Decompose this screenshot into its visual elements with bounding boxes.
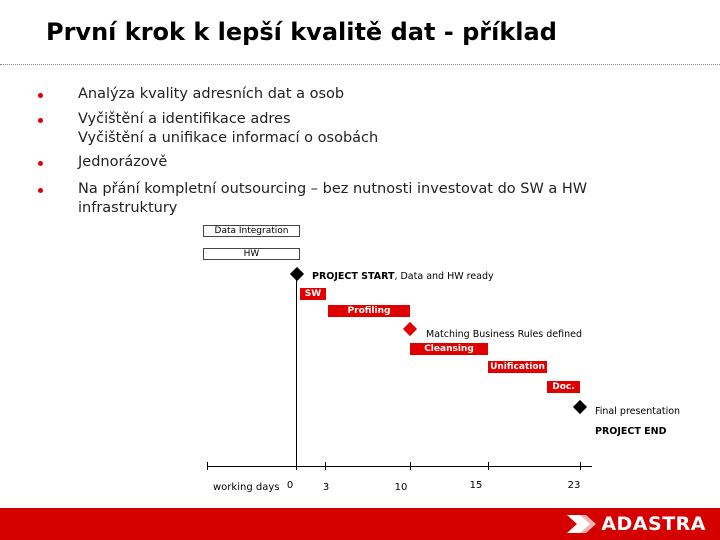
- timeline-axis: [207, 466, 592, 467]
- bullet-text: Na přání kompletní outsourcing – bez nutnosti investovat do SW a HW: [78, 181, 588, 197]
- final-milestone-icon: [573, 400, 587, 414]
- bullet-text: Analýza kvality adresních dat a osob: [78, 86, 345, 102]
- project-start-label: [312, 271, 494, 282]
- unification-task-bar: Unification: [488, 361, 547, 373]
- tick-label: 3: [322, 482, 330, 493]
- matching-label: Matching Business Rules defined: [426, 329, 583, 340]
- matching-milestone-icon: [403, 322, 417, 336]
- tick-label: 10: [394, 482, 408, 493]
- footer-bar: [0, 508, 720, 540]
- cleansing-task-bar: Cleansing: [410, 343, 488, 355]
- hw-box: HW: [203, 248, 300, 260]
- profiling-task-bar: Profiling: [328, 305, 410, 317]
- bullet-text: infrastruktury: [78, 200, 178, 216]
- slide-title: První krok k lepší kvalitě dat - příklad: [46, 18, 557, 46]
- brand-name: ADASTRA: [601, 513, 706, 535]
- bullet-text: Vyčištění a identifikace adres: [78, 111, 291, 127]
- final-presentation-label: Final presentation: [595, 406, 681, 417]
- project-end-label: PROJECT END: [595, 426, 667, 437]
- project-start-rest: , Data and HW ready: [394, 271, 494, 282]
- bullet-text: Vyčištění a unifikace informací o osobách: [78, 130, 379, 146]
- adastra-arrow-icon: [567, 513, 601, 535]
- tick-label: 15: [469, 480, 483, 491]
- bullet-dot: [38, 118, 43, 123]
- tick-label: 0: [286, 480, 294, 491]
- data-integration-box: Data Integration: [203, 225, 300, 237]
- sw-task-bar: SW: [300, 288, 326, 300]
- timeline-start-line: [296, 276, 297, 470]
- bullet-text: Jednorázově: [78, 154, 168, 170]
- bullet-dot: [38, 161, 43, 166]
- axis-tick: [325, 462, 326, 470]
- axis-tick: [410, 462, 411, 470]
- bullet-dot: [38, 188, 43, 193]
- axis-tick: [580, 462, 581, 470]
- tick-label: 23: [567, 480, 581, 491]
- axis-tick: [488, 462, 489, 470]
- doc-task-bar: Doc.: [547, 381, 580, 393]
- axis-tick: [296, 462, 297, 470]
- axis-tick: [207, 462, 208, 470]
- project-start-bold: PROJECT START: [312, 271, 395, 282]
- adastra-logo: [567, 512, 706, 536]
- title-divider: [0, 64, 720, 65]
- bullet-dot: [38, 93, 43, 98]
- axis-label: working days: [213, 482, 280, 493]
- project-start-milestone-icon: [290, 267, 304, 281]
